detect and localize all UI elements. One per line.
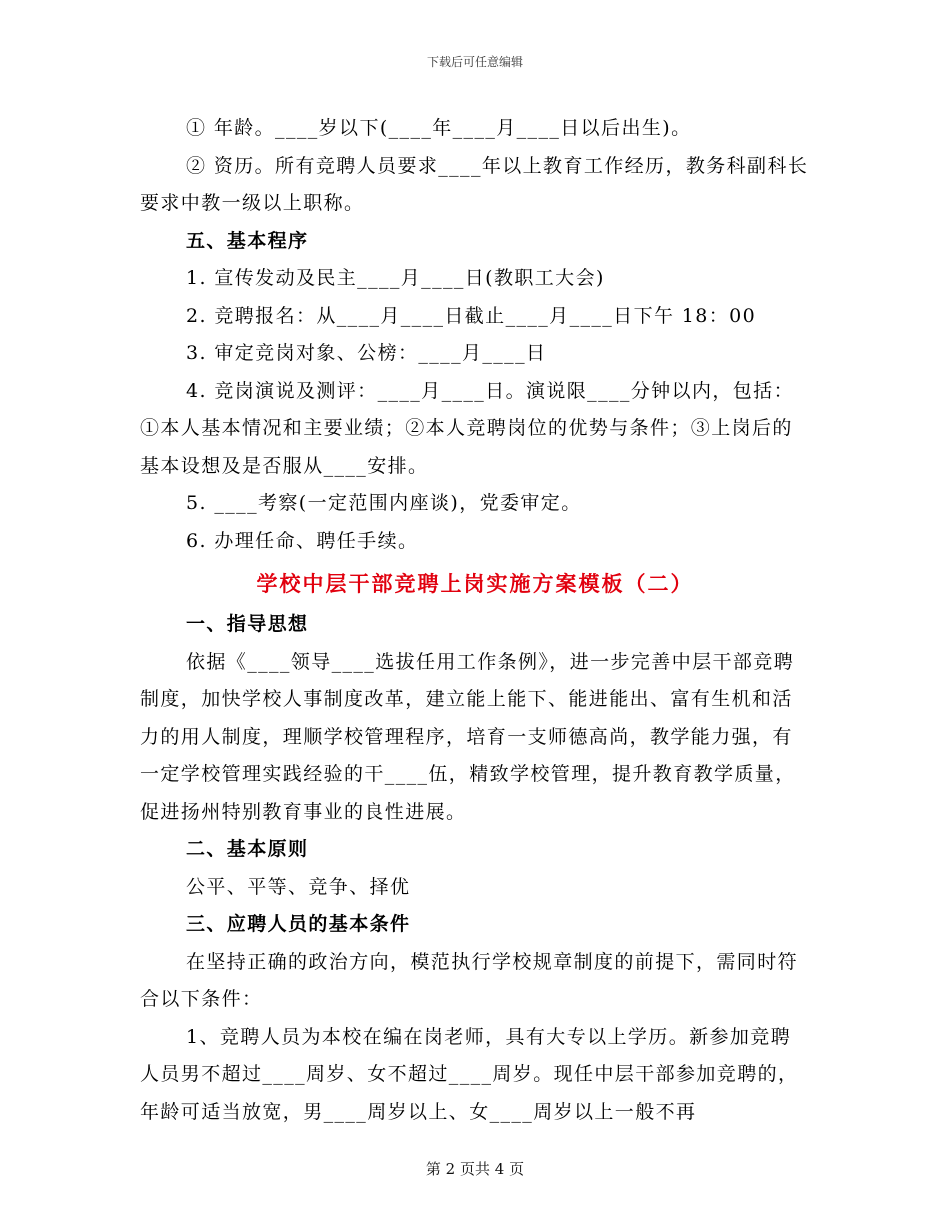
section-heading-procedure: 五、基本程序: [186, 229, 309, 252]
page-header: 下载后可任意编辑: [426, 55, 523, 69]
procedure-step-5: 5. ____考察(一定范围内座谈)，党委审定。: [186, 492, 582, 514]
experience-requirement: ② 资历。所有竞聘人员要求____年以上教育工作经历，教务科副科长要求中教一级以上职称。: [140, 154, 809, 214]
section-heading-principles: 二、基本原则: [186, 838, 309, 860]
document-title: 学校中层干部竞聘上岗实施方案模板（二）: [256, 571, 694, 596]
section-heading-conditions: 三、应聘人员的基本条件: [186, 913, 411, 935]
procedure-step-3: 3. 审定竞岗对象、公榜：____月____日: [186, 342, 547, 364]
procedure-step-4: 4. 竞岗演说及测评：____月____日。演说限____分钟以内，包括：①本人基本情况和主要业绩；②本人竞聘岗位的优势与条件；③上岗后的基本设想及是否服从____安排。: [140, 379, 794, 477]
procedure-step-1: 1. 宣传发动及民主____月____日(教职工大会): [186, 267, 605, 289]
section-heading-guiding-thought: 一、指导思想: [186, 613, 309, 635]
procedure-step-2: 2. 竞聘报名：从____月____日截止____月____日下午 18：00: [186, 304, 757, 327]
document-body: [140, 110, 810, 1131]
conditions-intro: 在坚持正确的政治方向，模范执行学校规章制度的前提下，需同时符合以下条件：: [140, 950, 799, 1010]
age-requirement: ① 年龄。____岁以下(____年____月____日以后出生)。: [186, 117, 692, 139]
principles-text: 公平、平等、竞争、择优: [186, 875, 411, 898]
guiding-thought-paragraph: 依据《____领导____选拔任用工作条例》，进一步完善中层干部竞聘制度，加快学校人事制度改革，建立能上能下、能进能出、富有生机和活力的用人制度，理顺学校管理程序，培育一支师德高尚，教学能力强，有一定学校管理实践经验的干____伍，精致学校管理，提升教育教学质量，促进扬州特别教育事业的良性进展。: [140, 650, 796, 823]
condition-1: 1、竞聘人员为本校在编在岗老师，具有大专以上学历。新参加竞聘人员男不超过____周岁、女不超过____周岁。现任中层干部参加竞聘的，年龄可适当放宽，男____周岁以上、女____周岁以上一般不再: [140, 1025, 799, 1123]
procedure-step-6: 6. 办理任命、聘任手续。: [186, 529, 419, 552]
page-footer: 第 2 页共 4 页: [425, 1160, 525, 1178]
